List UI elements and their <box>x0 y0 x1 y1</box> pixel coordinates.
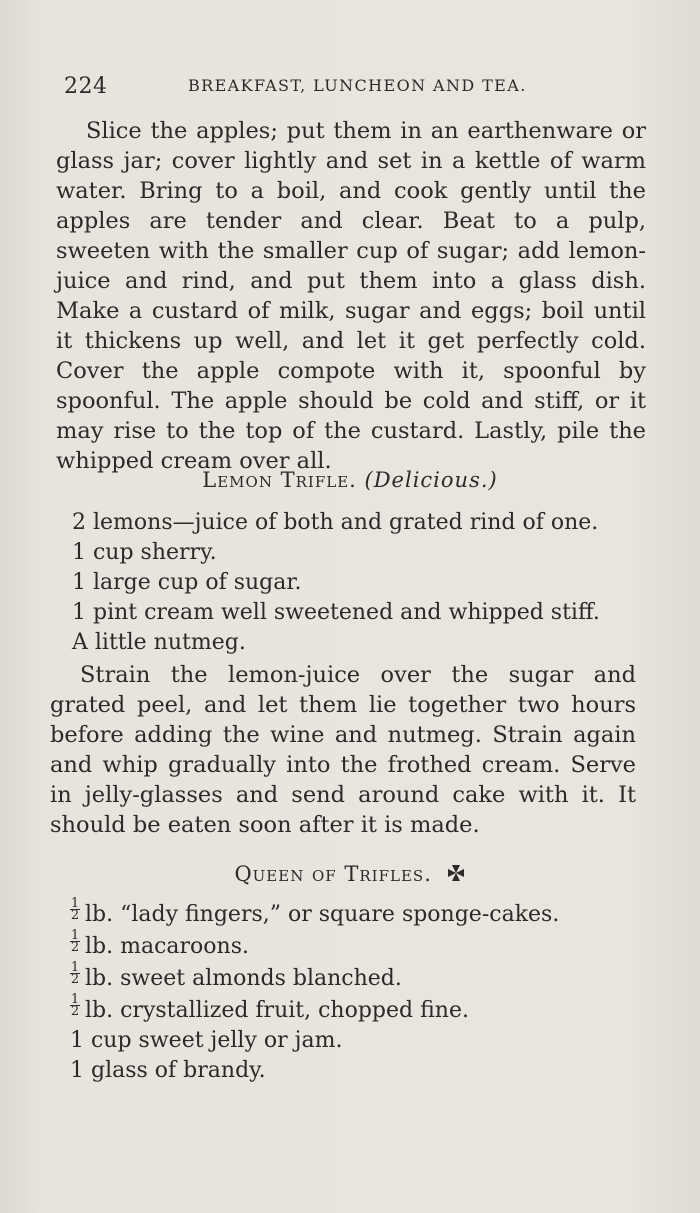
ingredient-text: lb. macaroons. <box>85 934 249 959</box>
page-number: 224 <box>64 74 108 99</box>
page-header <box>64 72 640 100</box>
ingredient-line <box>70 994 650 1026</box>
running-head: BREAKFAST, LUNCHEON AND TEA. <box>188 76 527 95</box>
ingredient-line <box>70 930 650 962</box>
queen-of-trifles-ingredients <box>70 898 650 1086</box>
lemon-trifle-directions-block <box>50 660 636 840</box>
ingredient-line: 2 lemons—juice of both and grated rind of one. <box>72 510 599 535</box>
ingredient-line: 1 cup sherry. <box>72 540 217 565</box>
ingredient-text: lb. sweet almonds blanched. <box>85 966 402 991</box>
ingredient-line: 1 glass of brandy. <box>70 1058 266 1083</box>
lemon-trifle-note: (Delicious.) <box>364 468 498 492</box>
ingredient-line: 1 large cup of sugar. <box>72 570 302 595</box>
ingredient-line <box>70 898 650 930</box>
lemon-trifle-title: Lemon Trifle. <box>202 468 357 492</box>
fraction: $\frac{1}{2}$ <box>70 896 80 923</box>
maltese-cross-icon <box>446 863 466 883</box>
queen-of-trifles-title: Queen of Trifles. <box>234 862 432 886</box>
lemon-trifle-directions: Strain the lemon-juice over the sugar and grated peel, and let them lie together two hours before adding the wine and nutmeg. Strain again and whip gradually into the frothed cream. Serve in jelly-glasses and send around cake with it. It should be eaten soon after it is made. <box>50 662 636 838</box>
fraction: $\frac{1}{2}$ <box>70 960 80 987</box>
queen-of-trifles-heading <box>0 862 700 886</box>
lemon-trifle-ingredients <box>72 508 652 658</box>
ingredient-text: lb. crystallized fruit, chopped fine. <box>85 998 469 1023</box>
intro-paragraph: Slice the apples; put them in an earthenware or glass jar; cover lightly and set in a kettle of warm water. Bring to a boil, and cook gently until the apples are tender and clear. Beat to a pulp, sweeten with the smaller cup of sugar; add lemon-juice and rind, and put them into a glass dish. Make a custard of milk, sugar and eggs; boil until it thickens up well, and let it get perfectly cold. Cover the apple compote with it, spoonful by spoonful. The apple should be cold and stiff, or it may rise to the top of the custard. Lastly, pile the whipped cream over all. <box>56 118 646 474</box>
ingredient-line: 1 pint cream well sweetened and whipped stiff. <box>72 600 600 625</box>
intro-paragraph-block <box>56 116 646 476</box>
fraction: $\frac{1}{2}$ <box>70 992 80 1019</box>
fraction: $\frac{1}{2}$ <box>70 928 80 955</box>
ingredient-line: 1 cup sweet jelly or jam. <box>70 1028 343 1053</box>
ingredient-text: lb. “lady fingers,” or square sponge-cakes. <box>85 902 560 927</box>
ingredient-line <box>70 962 650 994</box>
ingredient-line: A little nutmeg. <box>72 630 246 655</box>
lemon-trifle-heading <box>0 468 700 492</box>
